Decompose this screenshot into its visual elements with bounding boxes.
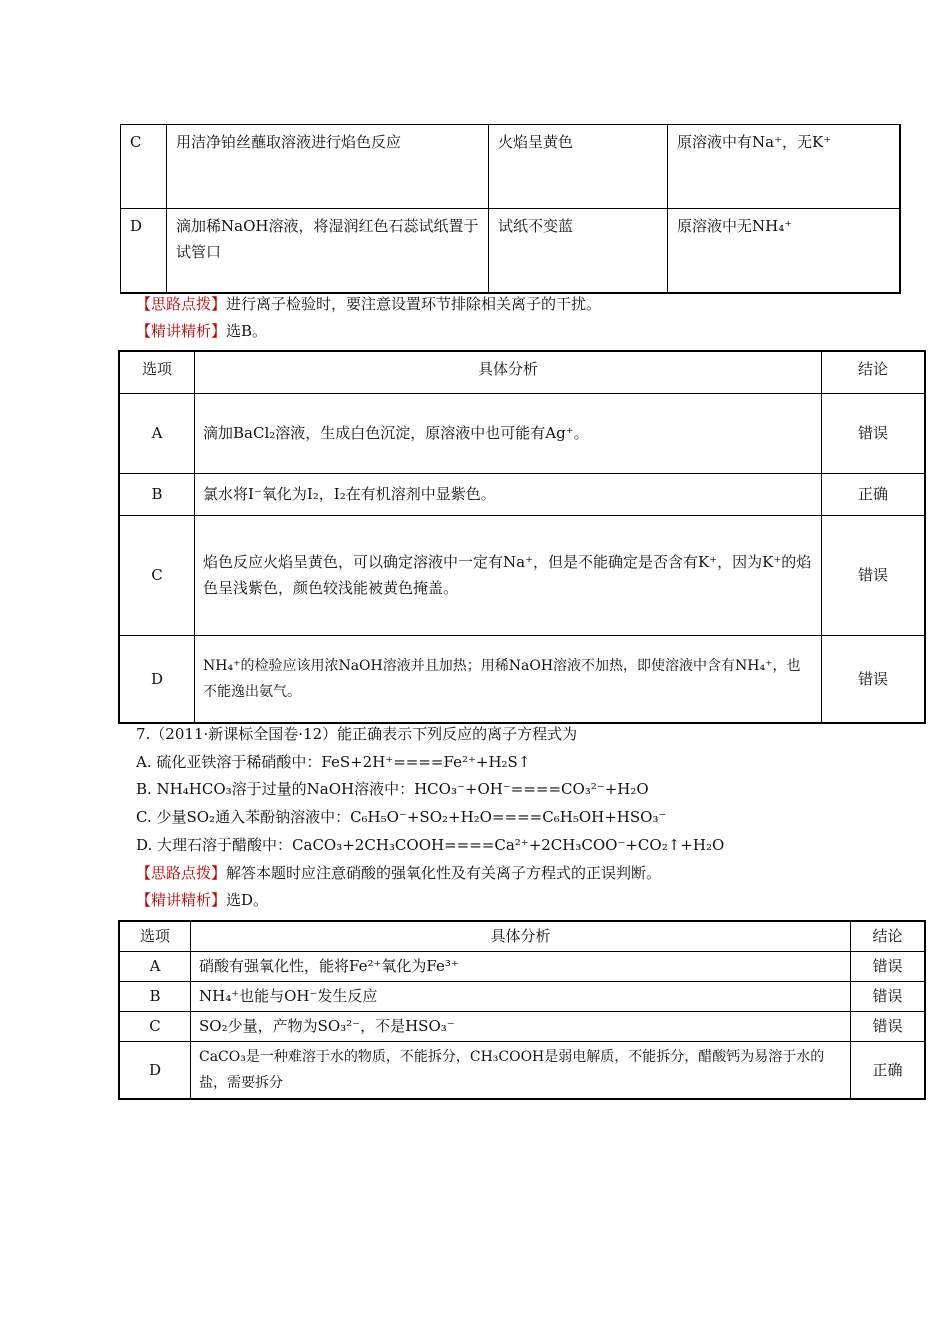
analysis-cell: 焰色反应火焰呈黄色，可以确定溶液中一定有Na⁺，但是不能确定是否含有K⁺，因为K⁺的焰色呈浅紫色，颜色较浅能被黄色掩盖。 xyxy=(195,515,822,635)
table-row xyxy=(119,951,925,981)
analysis-cell: NH₄⁺的检验应该用浓NaOH溶液并且加热；用稀NaOH溶液不加热，即使溶液中含有NH₄⁺，也不能逸出氨气。 xyxy=(195,635,822,723)
conclusion-cell: 正确 xyxy=(822,473,926,515)
analysis-table-q7 xyxy=(118,920,926,1100)
conclusion-cell: 原溶液中有Na⁺，无K⁺ xyxy=(668,125,901,209)
table-row xyxy=(119,1041,925,1099)
table-row xyxy=(121,125,901,209)
conclusion-cell: 原溶液中无NH₄⁺ xyxy=(668,209,901,294)
answer-tag: 【精讲精析】 xyxy=(136,891,227,909)
table-row xyxy=(119,515,925,635)
option-cell: B xyxy=(119,473,195,515)
analysis-cell: 滴加BaCl₂溶液，生成白色沉淀，原溶液中也可能有Ag⁺。 xyxy=(195,393,822,473)
table-row xyxy=(119,635,925,723)
conclusion-cell: 错误 xyxy=(851,1011,926,1041)
q7-stem: 7.（2011·新课标全国卷·12）能正确表示下列反应的离子方程式为 xyxy=(136,725,578,743)
hint-text: 解答本题时应注意硝酸的强氧化性及有关离子方程式的正误判断。 xyxy=(226,864,662,882)
operation-cell: 滴加稀NaOH溶液，将湿润红色石蕊试纸置于试管口 xyxy=(167,209,489,294)
analysis-table-q6 xyxy=(118,350,926,724)
option-cell: C xyxy=(119,515,195,635)
table-row xyxy=(119,1011,925,1041)
conclusion-cell: 错误 xyxy=(851,981,926,1011)
conclusion-cell: 正确 xyxy=(851,1041,926,1099)
phenomenon-cell: 试纸不变蓝 xyxy=(489,209,668,294)
option-cell: A xyxy=(119,393,195,473)
answer-text: 选B。 xyxy=(226,322,268,340)
answer-tag: 【精讲精析】 xyxy=(136,322,227,340)
option-cell: A xyxy=(119,951,191,981)
analysis-cell: 硝酸有强氧化性，能将Fe²⁺氧化为Fe³⁺ xyxy=(191,951,851,981)
conclusion-cell: 错误 xyxy=(851,951,926,981)
analysis-cell: CaCO₃是一种难溶于水的物质，不能拆分，CH₃COOH是弱电解质，不能拆分，醋酸钙为易溶于水的盐，需要拆分 xyxy=(191,1041,851,1099)
experiment-table-continued xyxy=(120,124,901,294)
q6-hint xyxy=(136,292,601,316)
table-row xyxy=(121,209,901,294)
operation-cell: 用洁净铂丝蘸取溶液进行焰色反应 xyxy=(167,125,489,209)
q7-hint xyxy=(136,861,661,885)
table-row xyxy=(119,473,925,515)
q7-option-b: B. NH₄HCO₃溶于过量的NaOH溶液中：HCO₃⁻+OH⁻====CO₃²⁻+H₂O xyxy=(136,780,649,798)
q7-answer xyxy=(136,888,268,912)
phenomenon-cell: 火焰呈黄色 xyxy=(489,125,668,209)
q7-option-a: A. 硫化亚铁溶于稀硝酸中：FeS+2H⁺====Fe²⁺+H₂S↑ xyxy=(136,753,531,771)
analysis-cell: 氯水将I⁻氧化为I₂，I₂在有机溶剂中显紫色。 xyxy=(195,473,822,515)
option-cell: C xyxy=(119,1011,191,1041)
answer-text: 选D。 xyxy=(226,891,269,909)
analysis-cell: SO₂少量，产物为SO₃²⁻，不是HSO₃⁻ xyxy=(191,1011,851,1041)
q6-answer xyxy=(136,319,267,343)
header-analysis: 具体分析 xyxy=(195,351,822,393)
header-analysis: 具体分析 xyxy=(191,921,851,951)
option-cell: D xyxy=(121,209,167,294)
table-row xyxy=(119,981,925,1011)
conclusion-cell: 错误 xyxy=(822,393,926,473)
hint-tag: 【思路点拨】 xyxy=(136,295,227,313)
analysis-cell: NH₄⁺也能与OH⁻发生反应 xyxy=(191,981,851,1011)
header-option: 选项 xyxy=(119,921,191,951)
option-cell: C xyxy=(121,125,167,209)
option-cell: B xyxy=(119,981,191,1011)
table-row xyxy=(119,393,925,473)
conclusion-cell: 错误 xyxy=(822,635,926,723)
hint-tag: 【思路点拨】 xyxy=(136,864,227,882)
q7-option-d: D. 大理石溶于醋酸中：CaCO₃+2CH₃COOH====Ca²⁺+2CH₃COO⁻+CO₂↑+H₂O xyxy=(136,836,725,854)
header-conclusion: 结论 xyxy=(822,351,926,393)
header-conclusion: 结论 xyxy=(851,921,926,951)
header-option: 选项 xyxy=(119,351,195,393)
q7-option-c: C. 少量SO₂通入苯酚钠溶液中：C₆H₅O⁻+SO₂+H₂O====C₆H₅OH+HSO₃⁻ xyxy=(136,808,667,826)
option-cell: D xyxy=(119,635,195,723)
conclusion-cell: 错误 xyxy=(822,515,926,635)
option-cell: D xyxy=(119,1041,191,1099)
table-header-row xyxy=(119,351,925,393)
hint-text: 进行离子检验时，要注意设置环节排除相关离子的干扰。 xyxy=(226,295,602,313)
table-header-row xyxy=(119,921,925,951)
